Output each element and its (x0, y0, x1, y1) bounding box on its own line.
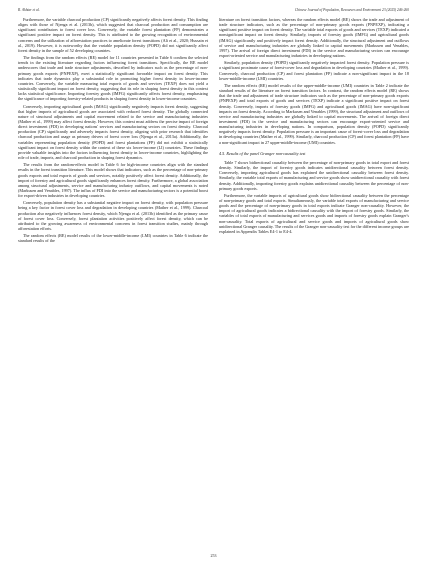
paragraph: The random effects (RE) model results of the lower-middle-income (LMI) countries in Table 6 indicate the standard results of the (18, 233, 208, 244)
paragraph: Table 7 shows bidirectional causality between the percentage of non-primary goods in total export and forest density. Similarly, the import of forestry goods indicates unidirectional causality between forest density. Conversely, importing agricultural goods has explained the unidirectional causality between forest density. Similarly, the variable total exports of manufacturing and service goods show unidirectional causality with forest density. Additionally, importing forestry goods explains unidirectional causality between the percentage of non-primary goods exports. (219, 159, 409, 191)
paragraph: Furthermore, the variable imports of agricultural goods show bidirectional causality between the percentage of non-primary goods and total exports. Simultaneously, the variable total exports of manufacturing and service goods and the percentage of non-primary goods in total exports indicate Granger non-causality. However, the import of agricultural goods indicates a bidirectional causality with the import of forestry goods. Similarly, the variables of total exports of manufacturing and services goods and imports of forestry goods explain Granger's non-causality. Total exports of agricultural and service goods and imports of agricultural goods show unidirectional Granger causality. The results of the Granger non-causality test for the different income groups are explained in Appendix Tables E4-1 to E4-4. (219, 192, 409, 234)
left-column (18, 17, 208, 544)
paragraph: Conversely, importing agricultural goods (IMAG) significantly negatively impacts forest density, suggesting that higher imports of agricultural goods are associated with reduced forest density. The globally connected nature of structural adjustments and capital movement related to the service and manufacturing industries (Mather et al., 1999) may affect forest density. However, this context must address the precise impact of foreign direct investment (FDI) in developing nations' services and manufacturing sectors on forest density. Charcoal production (CP) significantly and adversely impacts forest density, aligning with prior research that identifies charcoal production and usage as primary drivers of forest cover loss (Njenga et al., 2013a). Additionally, the variables representing population density (POPD) and forest plantations (FP) did not exhibit a statistically significant impact on forest density within the context of these six lower-income (LI) countries. These findings provide valuable insights into the factors influencing forest density in lower-income countries, highlighting the role of trade, imports, and charcoal production in shaping forest dynamics. (18, 103, 208, 161)
body-columns (18, 17, 409, 544)
paragraph: Furthermore, the variable charcoal production (CP) significantly negatively affects forest density. This finding aligns with those of Njenga et al. (2013b), which suggested that charcoal production and consumption are significant contributors to forest cover loss. Conversely, the variable forest plantation (FP) demonstrates a significant positive impact on forest density. This is attributed to the growing recognition of environmental concerns and the utilization of afforestation practices to ameliorate forest transitions (Ali et al., 2020; Hussain et al., 2019). However, it is noteworthy that the variable population density (POPD) did not significantly affect forest density in the sample of 52 developing countries. (18, 17, 208, 53)
paragraph: The findings from the random effects (RE) model for 11 countries presented in Table 6 confirm the selected trends in the existing literature regarding factors influencing forest transitions. Specifically, the RE model underscores that trade and trade structure adjustments, described by indicators such as the percentage of non-primary goods exports (PNPEXP), exert a statistically significant favorable impact on forest density. This indicates that trade dynamics play a substantial role in promoting higher forest density in lower-income countries. Conversely, the variable measuring total exports of goods and services (TEXP) does not yield a statistically significant impact on forest density, suggesting that its role in shaping forest density in this context lacks statistical significance. Importing forestry goods (IMFG) significantly affects forest density, emphasizing the significance of importing forestry-related products in shaping forest density in lower-income countries. (18, 55, 208, 102)
paragraph: Similarly, population density (POPD) significantly negatively impacted forest density. Population pressure is a significant proximate cause of forest-cover loss and degradation in developing countries (Mather et al., 1999). Conversely, charcoal production (CP) and forest plantation (FP) indicate a non-significant impact in the 18 lower-middle-income (LMI) countries. (219, 60, 409, 81)
header-journal: Chinese Journal of Population, Resources and Environment 23 (2025) 246-260 (294, 8, 409, 12)
paragraph: literature on forest transition factors, whereas the random effects model (RE) shows the trade and adjustment of trade structure indicators, such as the percentage of non-primary goods exports (PNPEXP), indicating a significant positive impact on forest density. The variable total exports of goods and services (TEXP) indicated a nonsignificant impact on forest density. Similarly, imports of forestry goods (IMFG) and agricultural goods (IMAG) significantly and positively impact forest density. Additionally, the structural adjustment and outflows of service and manufacturing industries are globally linked to capital movements (Markusen and Venables, 1997). The arrival of foreign direct investment (FDI) in the service and manufacturing sectors can encourage export-oriented service and manufacturing industries in developing nations. (219, 17, 409, 59)
page-number: 253 (210, 553, 217, 558)
section-heading: 4.5. Results of the panel Granger non-causality test (219, 150, 306, 156)
paragraph: The results from the random-effects model in Table 6 for high-income countries align with the standard results in the forest transition literature. This model shows that indicators, such as the percentage of non-primary goods exports and total exports of goods and services, notably positively affect forest density. Additionally, the import of forestry and agricultural goods significantly enhances forest density. Furthermore, a global association among structural adjustments, service and manufacturing industry outflows, and capital movements is noted (Markusen and Venables, 1997). The influx of FDI into the service and manufacturing sectors is a potential boost for export-driven industries in developing countries. (18, 162, 208, 199)
paragraph: The random effects (RE) model results of the upper-middle-income (UMI) countries in Table 2 indicate the standard results of the literature on forest transition factors. In contrast, the random effects model (RE) shows that the trade and adjustment of trade structure indicators such as the percentage of non-primary goods exports (PNPEXP) and total exports of goods and services (TEXP) indicate a significant positive impact on forest density. Conversely, imports of forestry goods (IMFG) and agricultural goods (IMAG) have non-significant impacts on forest density. According to Markusen and Venables (1999), the structural adjustment and outflows of service and manufacturing industries are globally linked to capital movements. The arrival of foreign direct investment (FDI) in the service and manufacturing sectors can encourage export-oriented service and manufacturing industries in developing nations. In comparison, population density (POPD) significantly negatively impacts forest density. Population pressure is an important cause of forest-cover loss and degradation in developing countries (Mather et al., 1999). Similarly, charcoal production (CP) and forest plantation (FP) have a non-significant impact in 27 upper-middle-income (UMI) countries. (219, 82, 409, 145)
right-column (219, 17, 409, 544)
header-authors: R. Akhtar et al. (18, 8, 40, 12)
running-header (18, 8, 409, 13)
paragraph: Conversely, population density has a substantial negative impact on forest density, with population pressure being a key factor in forest cover loss and degradation in developing countries (Mather et al., 1999). Charcoal production also negatively influences forest density, which Njenga et al. (2013b) identified as the primary cause of forest cover loss. Conversely, forest plantation activities positively affect forest density, which can be attributed to the growing awareness of environmental concerns in forest transition studies, mainly through afforestation efforts. (18, 200, 208, 232)
